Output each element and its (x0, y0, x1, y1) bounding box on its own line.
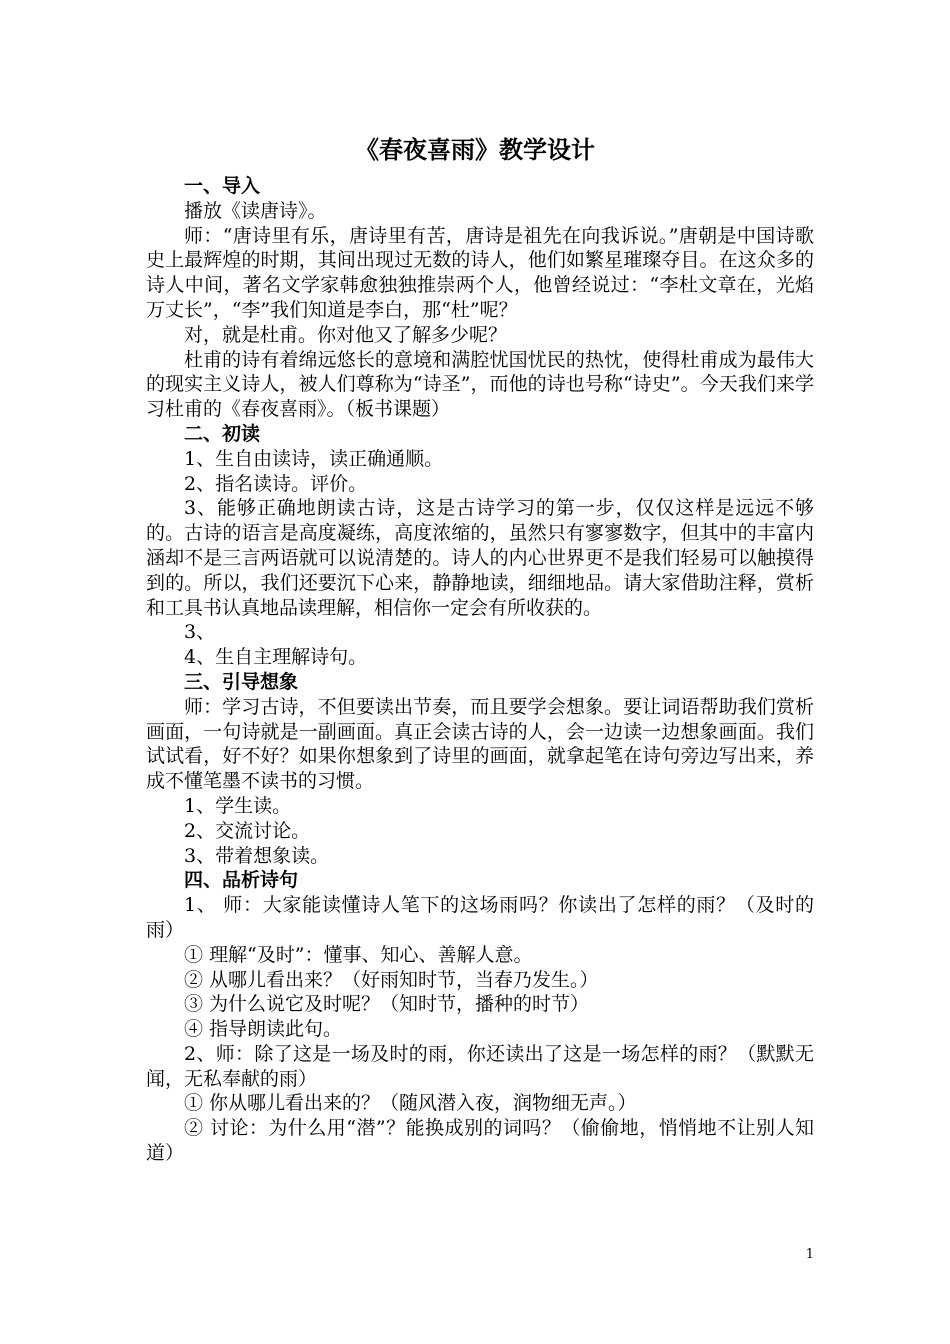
paragraph: ② 从哪儿看出来？（好雨知时节，当春乃发生。） (184, 968, 599, 991)
paragraph: 师：“唐诗里有乐，唐诗里有苦，唐诗是祖先在向我诉说。”唐朝是中国诗歌史上最辉煌的时期，其间出现过无数的诗人，他们如繁星璀璨夺目。在这众多的诗人中间，著名文学家韩愈独独推崇两个人，他曾经说过：“李杜文章在，光焰万丈长”，“李”我们知道是李白，那“杜”呢？ (146, 224, 814, 321)
paragraph: 1、 师：大家能读懂诗人笔下的这场雨吗？你读出了怎样的雨？（及时的雨） (146, 894, 814, 941)
paragraph: 1、学生读。 (184, 794, 292, 817)
document-body (146, 174, 814, 1166)
page-title: 《春夜喜雨》教学设计 (355, 136, 595, 164)
paragraph: 2、师：除了这是一场及时的雨，你还读出了这是一场怎样的雨？（默默无闻，无私奉献的雨） (146, 1042, 814, 1090)
paragraph: 3、 (184, 621, 216, 644)
paragraph: ④ 指导朗读此句。 (184, 1018, 343, 1041)
section-heading: 四、品析诗句 (184, 869, 299, 892)
section-heading: 三、引导想象 (184, 670, 299, 693)
paragraph: 2、指名读诗。评价。 (184, 472, 368, 495)
paragraph: 4、生自主理解诗句。 (184, 646, 368, 669)
paragraph: ② 讨论：为什么用“潜”？能换成别的词吗？（偷偷地，悄悄地不让别人知道） (146, 1117, 814, 1165)
paragraph: 3、能够正确地朗读古诗，这是古诗学习的第一步，仅仅这样是远远不够的。古诗的语言是高度凝练，高度浓缩的，虽然只有寥寥数字，但其中的丰富内涵却不是三言两语就可以说清楚的。诗人的内心世界更不是我们轻易可以触摸得到的。所以，我们还要沉下心来，静静地读，细细地品。请大家借助注释，赏析和工具书认真地品读理解，相信你一定会有所收获的。 (146, 497, 814, 619)
paragraph: 杜甫的诗有着绵远悠长的意境和满腔忧国忧民的热忱，使得杜甫成为最伟大的现实主义诗人，被人们尊称为“诗圣”，而他的诗也号称“诗史”。今天我们来学习杜甫的《春夜喜雨》。（板书课题） (146, 348, 814, 421)
page-number: 1 (805, 1247, 814, 1262)
section-heading: 二、初读 (184, 422, 261, 445)
paragraph: ① 你从哪儿看出来的？（随风潜入夜，润物细无声。） (184, 1092, 637, 1115)
paragraph: 播放《读唐诗》。 (184, 199, 327, 222)
paragraph: 对，就是杜甫。你对他又了解多少呢？ (184, 323, 508, 346)
paragraph: 3、带着想象读。 (184, 844, 330, 867)
section-heading: 一、导入 (184, 175, 261, 197)
paragraph: 2、交流讨论。 (184, 819, 311, 842)
paragraph: ① 理解“及时”：懂事、知心、善解人意。 (184, 943, 533, 966)
paragraph: 1、生自由读诗，读正确通顺。 (184, 447, 444, 470)
paragraph: 师：学习古诗，不但要读出节奏，而且要学会想象。要让词语帮助我们赏析画面，一句诗就是一副画面。真正会读古诗的人，会一边读一边想象画面。我们试试看，好不好？如果你想象到了诗里的画面，就拿起笔在诗句旁边写出来，养成不懂笔墨不读书的习惯。 (146, 695, 814, 793)
paragraph: ③ 为什么说它及时呢？（知时节，播种的时节） (184, 993, 590, 1016)
